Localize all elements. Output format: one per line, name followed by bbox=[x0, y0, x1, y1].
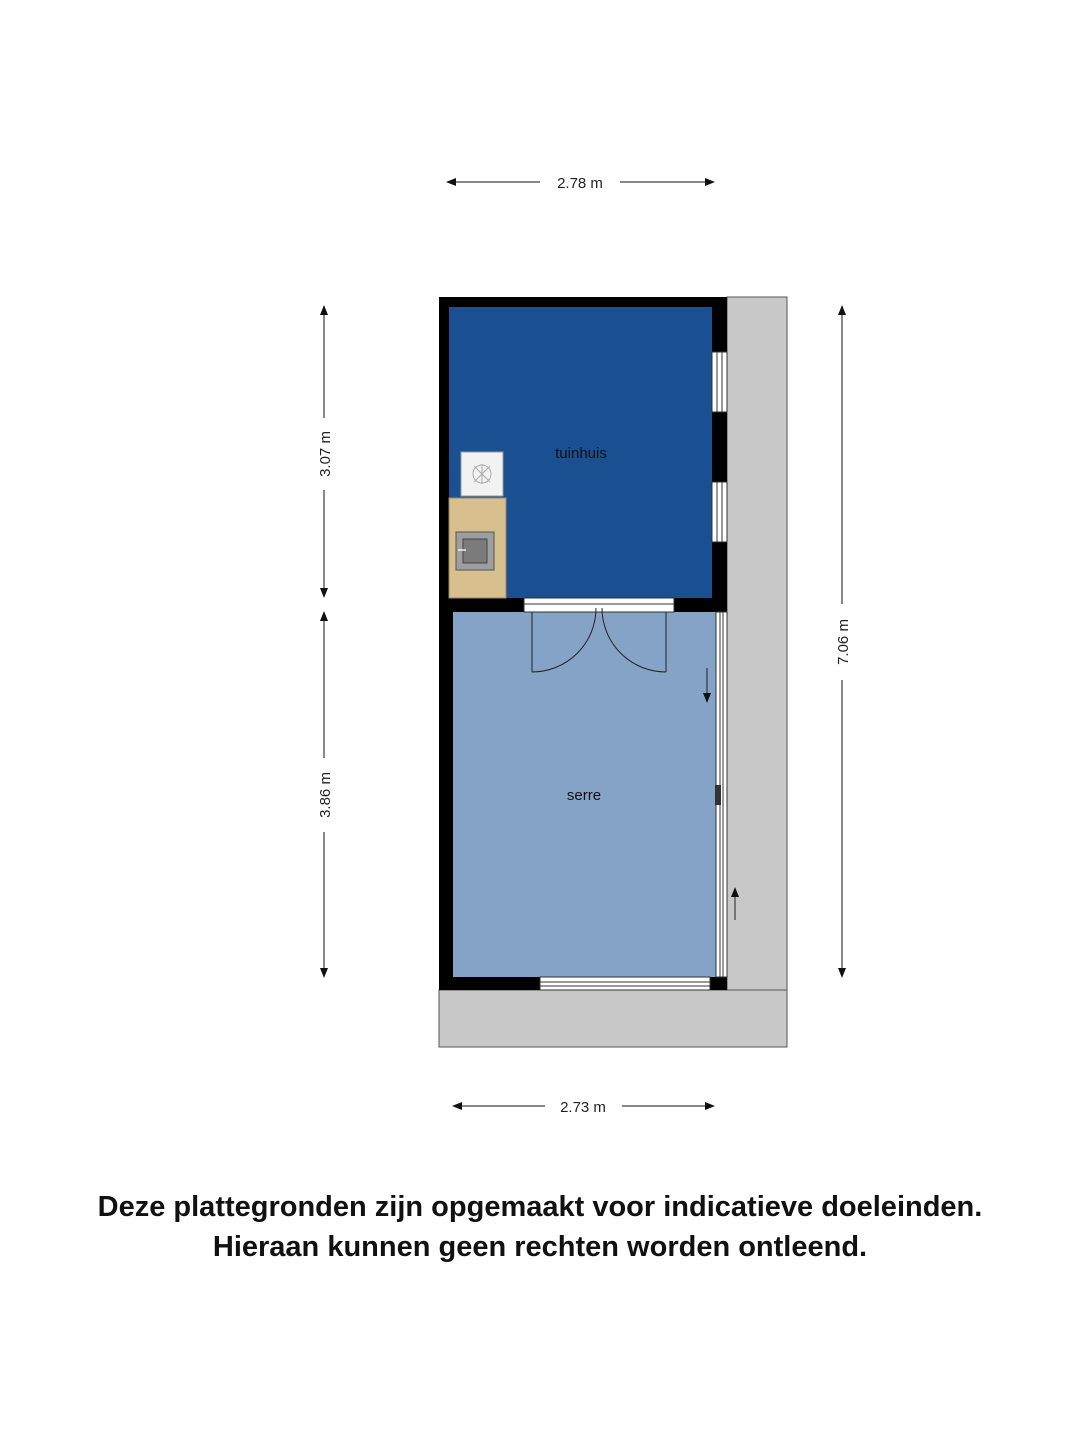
dimension-top-label: 2.78 m bbox=[557, 175, 603, 192]
dimension-right bbox=[835, 306, 852, 977]
dimension-bottom bbox=[453, 1099, 714, 1116]
dimension-top bbox=[447, 175, 714, 192]
dimension-left-upper bbox=[317, 306, 334, 597]
dimension-left-lower bbox=[317, 612, 334, 977]
stove-icon bbox=[461, 452, 503, 496]
disclaimer-line-1: Deze plattegronden zijn opgemaakt voor indicatieve doeleinden. bbox=[97, 1191, 983, 1223]
window-tuinhuis-lower bbox=[712, 482, 727, 542]
window-tuinhuis-upper bbox=[712, 352, 727, 412]
dimension-bottom-label: 2.73 m bbox=[560, 1099, 606, 1116]
disclaimer-line-2: Hieraan kunnen geen rechten worden ontleend. bbox=[212, 1231, 868, 1263]
window-serre-bottom bbox=[540, 977, 710, 990]
dimension-left-lower-label: 3.86 m bbox=[317, 772, 334, 818]
dimension-right-label: 7.06 m bbox=[835, 619, 852, 665]
dimension-left-upper-label: 3.07 m bbox=[317, 431, 334, 477]
room-label-tuinhuis: tuinhuis bbox=[555, 445, 607, 462]
room-label-serre: serre bbox=[566, 787, 602, 804]
